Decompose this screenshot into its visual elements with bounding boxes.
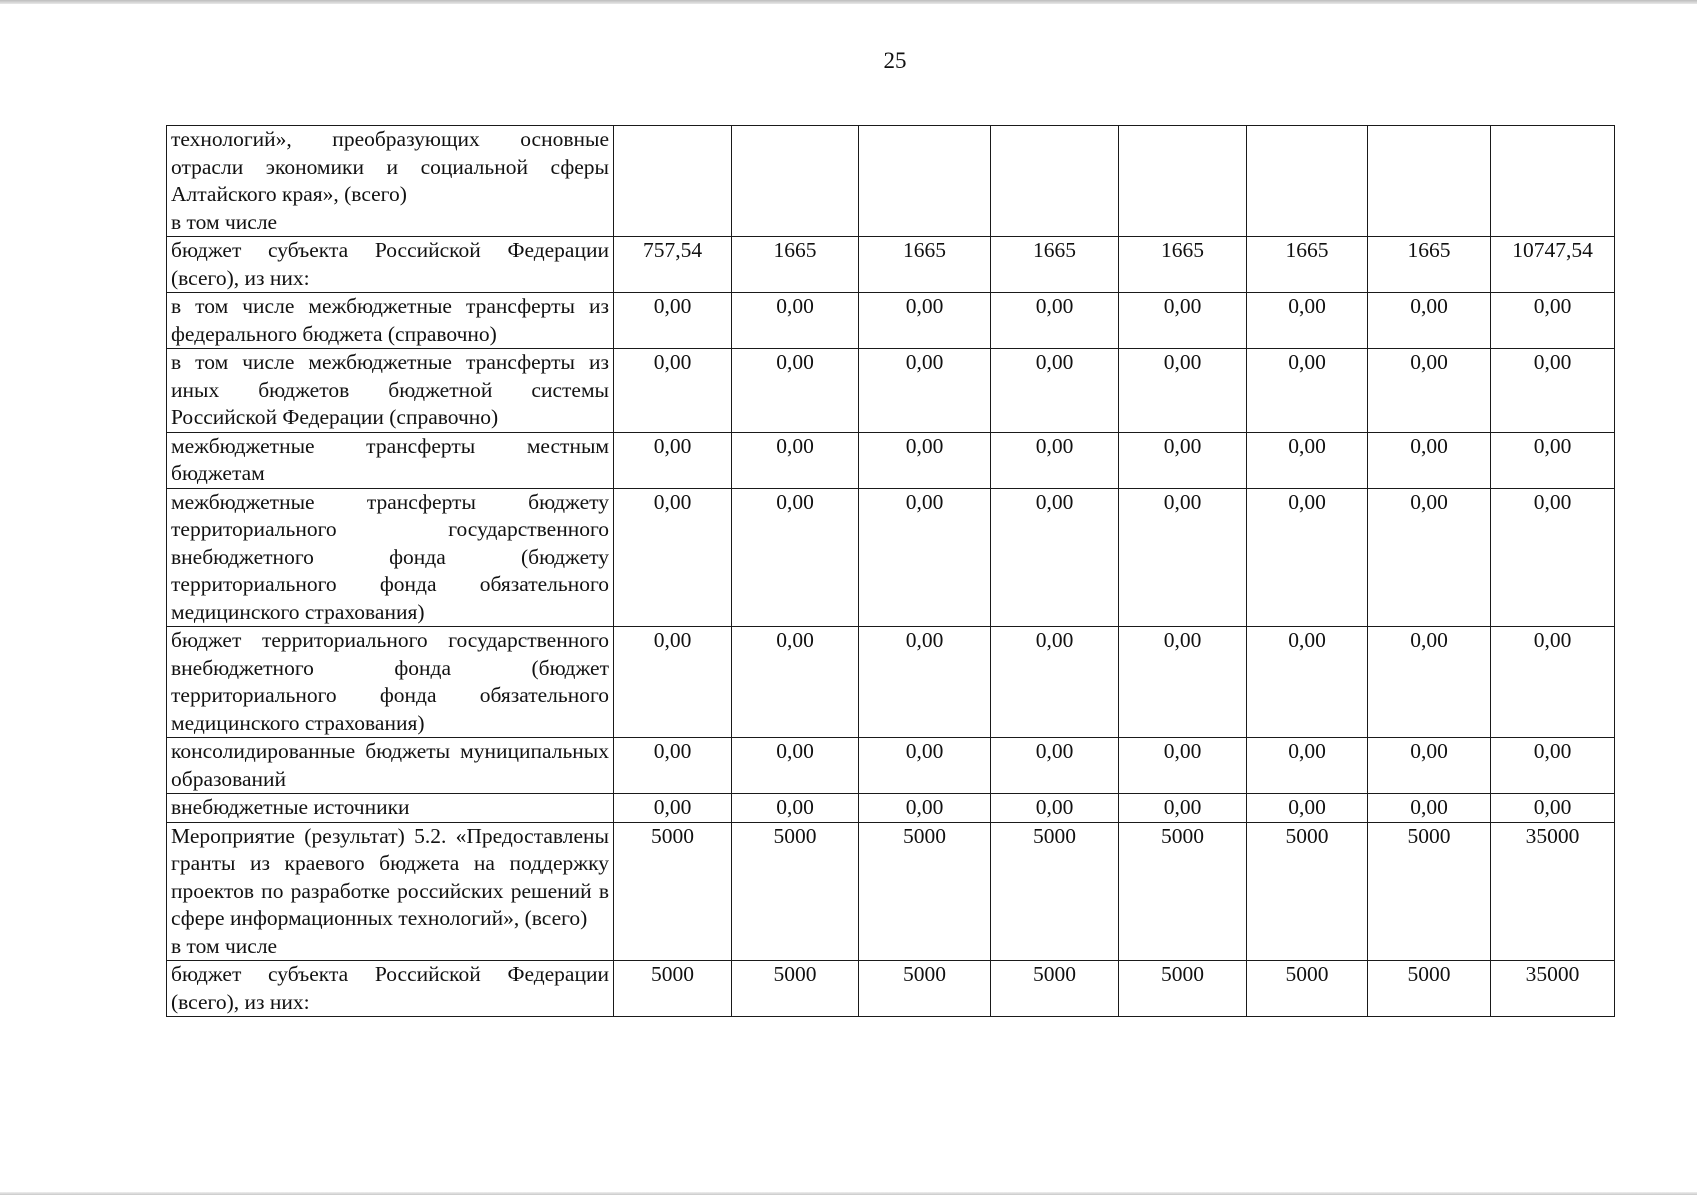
row-value-cell: 0,00: [614, 488, 732, 627]
row-value-cell: [1247, 126, 1368, 237]
row-value-cell: [859, 126, 991, 237]
scan-edge-top: [0, 0, 1697, 4]
row-value-cell: 0,00: [859, 432, 991, 488]
table-row: [167, 738, 1615, 794]
row-value-cell: 0,00: [1368, 794, 1491, 823]
row-value-cell: [614, 126, 732, 237]
table-body: [167, 126, 1615, 1017]
row-value-cell: 5000: [1368, 961, 1491, 1017]
row-value-cell: 0,00: [1119, 293, 1247, 349]
page-number: 25: [883, 48, 907, 73]
row-label: бюджет территориального государственного внебюджетного фонда (бюджет территориального фонда обязательного медицинского страхования): [167, 627, 614, 738]
row-value-cell: 0,00: [859, 738, 991, 794]
row-value-cell: 0,00: [1247, 349, 1368, 433]
row-value-cell: 0,00: [991, 627, 1119, 738]
row-value-cell: 0,00: [614, 794, 732, 823]
row-value-cell: 0,00: [1368, 432, 1491, 488]
row-value-cell: 0,00: [1247, 432, 1368, 488]
row-label: консолидированные бюджеты муниципальных образований: [167, 738, 614, 794]
table-row: [167, 349, 1615, 433]
row-total-cell: 0,00: [1491, 794, 1615, 823]
row-label: бюджет субъекта Российской Федерации (всего), из них:: [167, 237, 614, 293]
row-value-cell: 1665: [1119, 237, 1247, 293]
row-value-cell: 5000: [1119, 822, 1247, 961]
row-value-cell: 5000: [1368, 822, 1491, 961]
row-total-cell: 0,00: [1491, 627, 1615, 738]
row-value-cell: 0,00: [732, 293, 859, 349]
row-value-cell: 0,00: [732, 488, 859, 627]
row-value-cell: 5000: [1247, 961, 1368, 1017]
row-value-cell: 5000: [859, 961, 991, 1017]
row-value-cell: 0,00: [1119, 488, 1247, 627]
table-row: [167, 432, 1615, 488]
row-total-cell: 0,00: [1491, 738, 1615, 794]
row-value-cell: 0,00: [991, 349, 1119, 433]
row-value-cell: 0,00: [991, 738, 1119, 794]
table-row: [167, 126, 1615, 237]
row-value-cell: 0,00: [1119, 627, 1247, 738]
row-value-cell: 0,00: [1247, 488, 1368, 627]
scan-edge-bottom: [0, 1192, 1697, 1195]
row-value-cell: [1119, 126, 1247, 237]
row-value-cell: 5000: [614, 822, 732, 961]
row-total-cell: 0,00: [1491, 488, 1615, 627]
row-value-cell: 1665: [859, 237, 991, 293]
row-value-cell: 5000: [732, 822, 859, 961]
table-row: [167, 794, 1615, 823]
row-value-cell: 0,00: [1368, 738, 1491, 794]
row-value-cell: 0,00: [1368, 349, 1491, 433]
table-row: [167, 293, 1615, 349]
row-value-cell: 0,00: [732, 349, 859, 433]
row-value-cell: 0,00: [732, 794, 859, 823]
row-value-cell: 0,00: [614, 349, 732, 433]
row-value-cell: 5000: [1247, 822, 1368, 961]
table-row: [167, 822, 1615, 961]
row-value-cell: 0,00: [859, 794, 991, 823]
row-label: Мероприятие (результат) 5.2. «Предоставлены гранты из краевого бюджета на поддержку проектов по разработке российских решений в сфере информационных технологий», (всего) в том числе: [167, 822, 614, 961]
row-value-cell: 0,00: [1247, 627, 1368, 738]
row-total-cell: 0,00: [1491, 432, 1615, 488]
row-value-cell: 0,00: [991, 488, 1119, 627]
row-value-cell: 0,00: [614, 293, 732, 349]
row-value-cell: 0,00: [991, 794, 1119, 823]
row-label: межбюджетные трансферты бюджету территориального государственного внебюджетного фонда (бюджету территориального фонда обязательного медицинского страхования): [167, 488, 614, 627]
row-total-cell: 35000: [1491, 961, 1615, 1017]
row-value-cell: 0,00: [859, 293, 991, 349]
row-value-cell: 0,00: [732, 627, 859, 738]
row-value-cell: 0,00: [1247, 738, 1368, 794]
row-value-cell: 0,00: [991, 293, 1119, 349]
row-total-cell: [1491, 126, 1615, 237]
row-total-cell: 10747,54: [1491, 237, 1615, 293]
row-label: в том числе межбюджетные трансферты из иных бюджетов бюджетной системы Российской Федерации (справочно): [167, 349, 614, 433]
row-value-cell: 0,00: [1368, 488, 1491, 627]
row-value-cell: 0,00: [1119, 432, 1247, 488]
table-row: [167, 237, 1615, 293]
row-value-cell: [1368, 126, 1491, 237]
row-value-cell: 1665: [1368, 237, 1491, 293]
row-value-cell: 0,00: [859, 488, 991, 627]
row-label: межбюджетные трансферты местным бюджетам: [167, 432, 614, 488]
row-value-cell: 0,00: [614, 432, 732, 488]
table-row: [167, 627, 1615, 738]
row-value-cell: 5000: [1119, 961, 1247, 1017]
row-value-cell: 0,00: [732, 738, 859, 794]
table-row: [167, 488, 1615, 627]
row-label: бюджет субъекта Российской Федерации (всего), из них:: [167, 961, 614, 1017]
row-value-cell: 0,00: [1119, 794, 1247, 823]
table-row: [167, 961, 1615, 1017]
row-label: внебюджетные источники: [167, 794, 614, 823]
row-label: технологий», преобразующих основные отрасли экономики и социальной сферы Алтайского края», (всего) в том числе: [167, 126, 614, 237]
row-value-cell: 0,00: [991, 432, 1119, 488]
row-label: в том числе межбюджетные трансферты из федерального бюджета (справочно): [167, 293, 614, 349]
row-value-cell: 0,00: [732, 432, 859, 488]
row-value-cell: [732, 126, 859, 237]
row-total-cell: 0,00: [1491, 293, 1615, 349]
row-value-cell: 0,00: [1247, 293, 1368, 349]
row-value-cell: 5000: [732, 961, 859, 1017]
row-value-cell: 1665: [1247, 237, 1368, 293]
row-value-cell: 5000: [614, 961, 732, 1017]
row-total-cell: 0,00: [1491, 349, 1615, 433]
row-value-cell: 5000: [991, 822, 1119, 961]
row-value-cell: 0,00: [859, 349, 991, 433]
row-total-cell: 35000: [1491, 822, 1615, 961]
row-value-cell: 757,54: [614, 237, 732, 293]
row-value-cell: 1665: [991, 237, 1119, 293]
row-value-cell: 0,00: [1247, 794, 1368, 823]
row-value-cell: 5000: [991, 961, 1119, 1017]
row-value-cell: 0,00: [1368, 627, 1491, 738]
budget-table: [166, 125, 1615, 1017]
row-value-cell: 1665: [732, 237, 859, 293]
row-value-cell: 0,00: [614, 627, 732, 738]
row-value-cell: 0,00: [859, 627, 991, 738]
row-value-cell: 5000: [859, 822, 991, 961]
row-value-cell: 0,00: [1368, 293, 1491, 349]
row-value-cell: 0,00: [1119, 738, 1247, 794]
row-value-cell: 0,00: [1119, 349, 1247, 433]
row-value-cell: [991, 126, 1119, 237]
row-value-cell: 0,00: [614, 738, 732, 794]
